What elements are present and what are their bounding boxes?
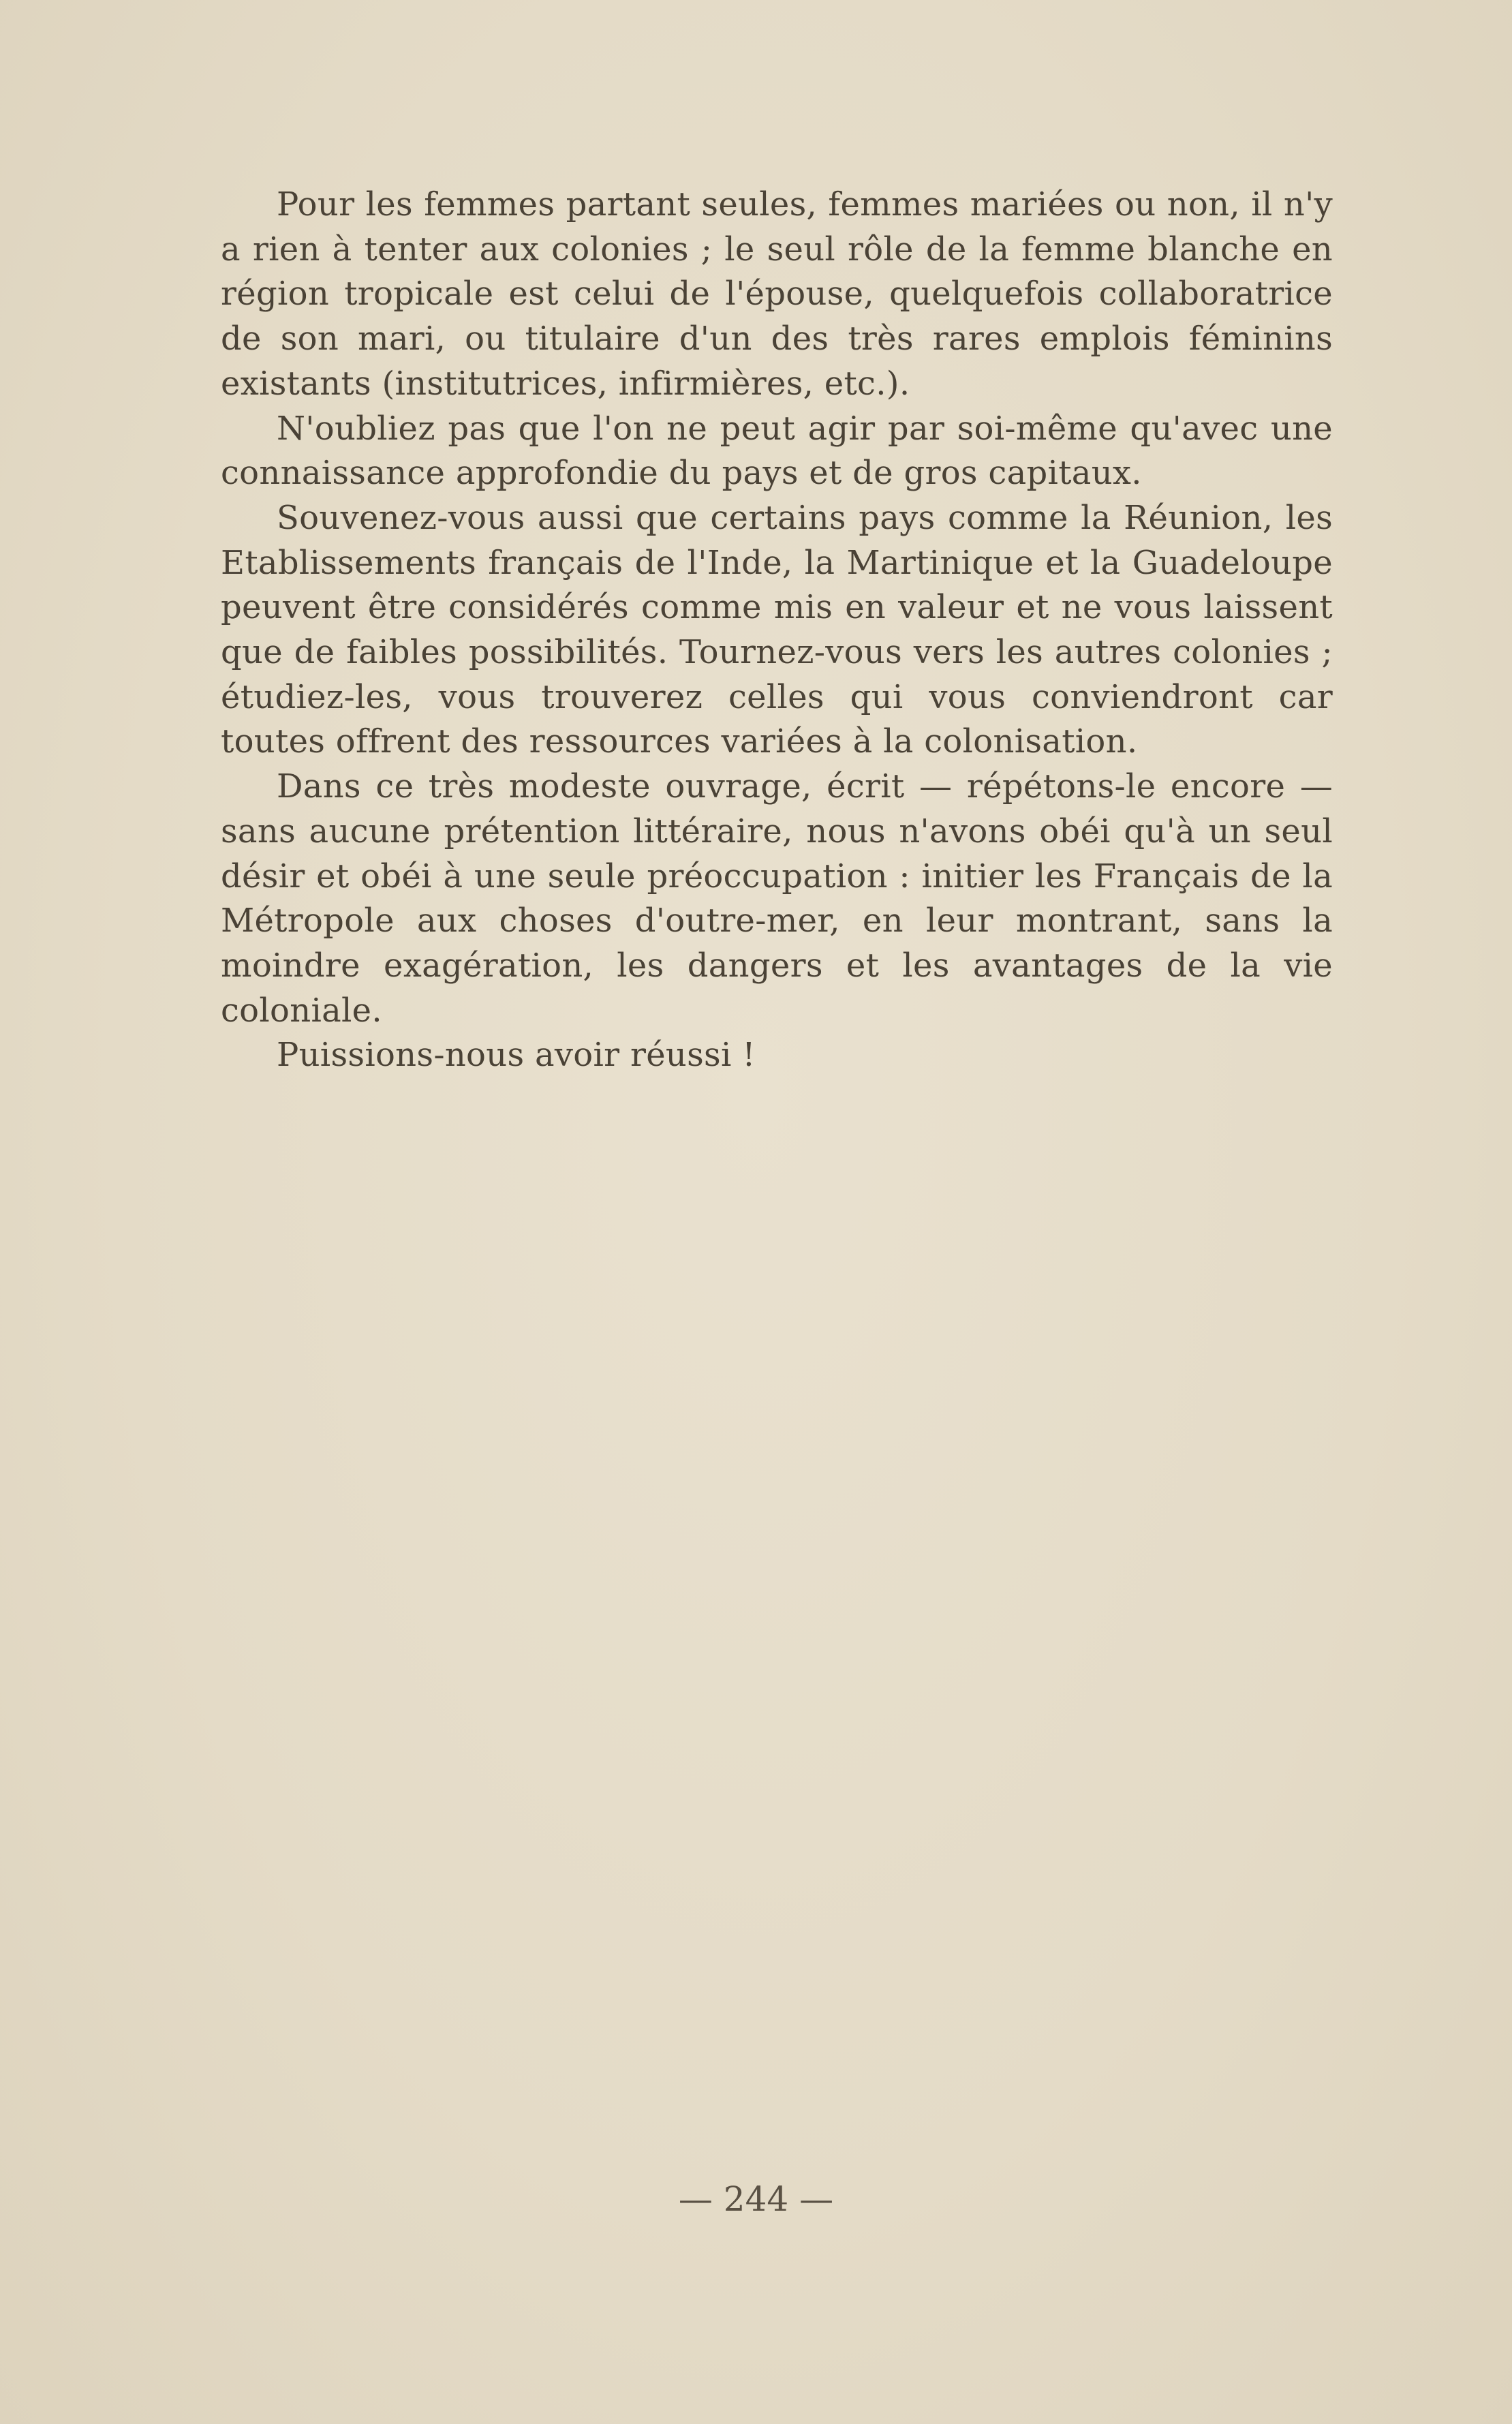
paragraph-women-colonies: Pour les femmes partant seules, femmes mariées ou non, il n'y a rien à tenter aux colonies ; le seul rôle de la femme blanche en région tropicale est celui de l'épouse, quelquefois collaboratrice de son mari, ou titulaire d'un des très rares emplois féminins existants (institutrices, infirmières, etc.). (221, 185, 1333, 403)
paragraph-author-intent: Dans ce très modeste ouvrage, écrit — répétons-le encore — sans aucune prétention littéraire, nous n'avons obéi qu'à un seul désir et obéi à une seule préoccupation : initier les Français de la Métropole aux choses d'outre-mer, en leur montrant, sans la moindre exagération, les dangers et les avantages de la vie coloniale. (221, 767, 1333, 1030)
paragraph-other-colonies: Souvenez-vous aussi que certains pays comme la Réunion, les Etablissements français de l'Inde, la Martinique et la Guadeloupe peuvent être considérés comme mis en valeur et ne vous laissent que de faibles possibilités. Tournez-vous vers les autres colonies ; étudiez-les, vous trouverez celles qui vous conviendront car toutes offrent des ressources variées à la colonisation. (221, 498, 1333, 761)
body-text (221, 183, 1333, 1078)
page-number: — 244 — (678, 2179, 834, 2219)
paragraph-knowledge-capital: N'oubliez pas que l'on ne peut agir par soi-même qu'avec une connaissance approfondie du pays et de gros capitaux. (221, 409, 1333, 493)
paragraph-closing-wish: Puissions-nous avoir réussi ! (277, 1036, 756, 1075)
